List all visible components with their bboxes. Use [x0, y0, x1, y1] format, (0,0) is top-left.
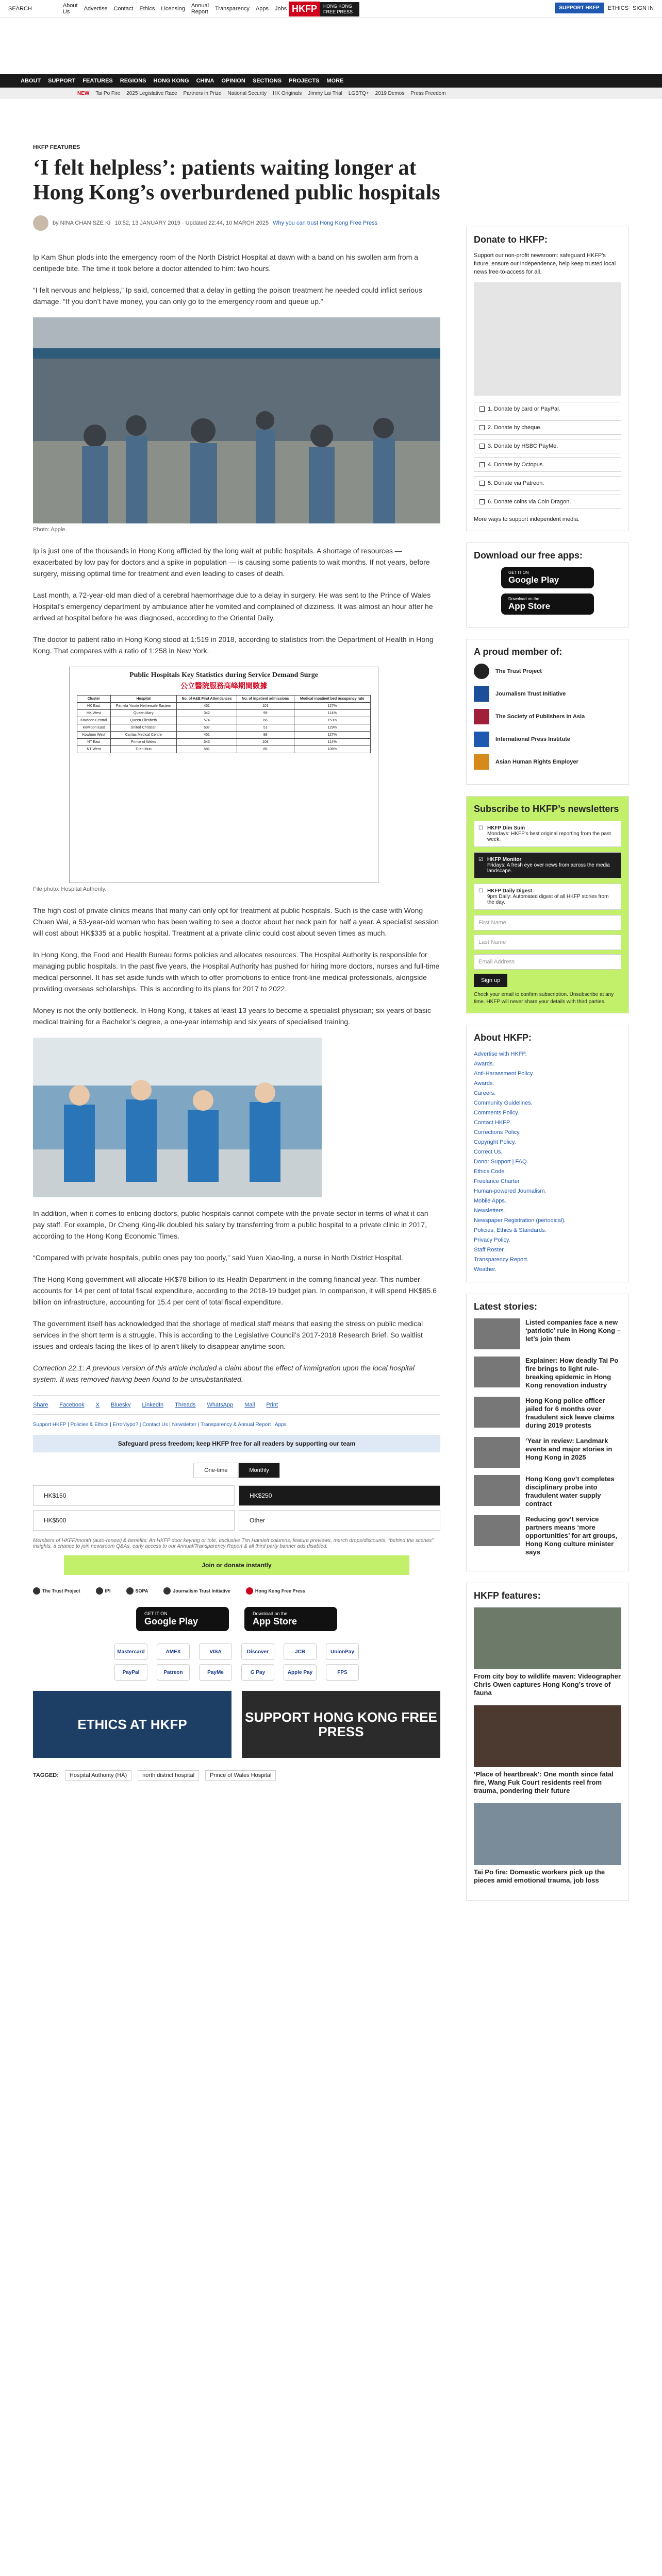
tags-label: TAGGED:: [33, 1772, 59, 1778]
patreon-icon: Patreon: [157, 1664, 190, 1681]
features-box: [466, 1583, 629, 1901]
trust-project-icon: [474, 664, 489, 679]
table-cell: Kowloon Central: [77, 717, 111, 724]
share-whatsapp[interactable]: WhatsApp: [207, 1402, 234, 1408]
donate-box: [466, 227, 629, 531]
nav-item[interactable]: FEATURES: [82, 78, 113, 84]
paragraph: In addition, when it comes to enticing doctors, public hospitals cannot compete with the private sector in terms of what it can pay staff. For example, Dr Cheng King-lik doubled his salary by transferring from a public hospital to a private clinic in 2017, according to the Hong Kong Economic Times.: [33, 1209, 428, 1240]
latest-title: Latest stories:: [474, 1301, 538, 1312]
table-cell: NT East: [77, 739, 111, 746]
about-link[interactable]: Correct Us.: [474, 1149, 503, 1155]
paypal-icon: PayPal: [114, 1664, 147, 1681]
visa-icon: VISA: [199, 1643, 232, 1660]
story-thumbnail[interactable]: [474, 1437, 520, 1468]
about-link[interactable]: Mobile Apps.: [474, 1198, 506, 1204]
statistics-table-image: [69, 667, 378, 883]
promo-banners: [33, 1691, 440, 1758]
tags: [33, 1770, 440, 1781]
support-banner[interactable]: Safeguard press freedom; keep HKFP free for all readers by supporting our team: [33, 1435, 440, 1452]
patreon-icon: [479, 481, 485, 486]
feature-title[interactable]: From city boy to wildlife maven: Videographer Chris Owen captures Hong Kong’s trove of fauna: [474, 1672, 621, 1697]
feature-image[interactable]: [474, 1803, 621, 1865]
new-badge: NEW: [77, 90, 90, 96]
story-title[interactable]: ‘Year in review: Landmark events and major stories in Hong Kong in 2025: [525, 1437, 613, 1461]
top-link[interactable]: Ethics: [139, 5, 155, 12]
ethics-link[interactable]: ETHICS: [607, 5, 629, 11]
table-title: Public Hospitals Key Statistics during Service Demand Surge: [129, 671, 318, 679]
payme-icon: PayMe: [199, 1664, 232, 1681]
top-bar: [0, 0, 662, 18]
nav-item[interactable]: OPINION: [221, 78, 245, 84]
about-link[interactable]: Transparency Report.: [474, 1257, 528, 1263]
payme-icon: [479, 444, 485, 449]
top-link[interactable]: About Us: [62, 2, 78, 15]
trending-item[interactable]: HK Originals: [273, 90, 302, 96]
story-thumbnail[interactable]: [474, 1475, 520, 1506]
member-org[interactable]: The Society of Publishers in Asia: [474, 709, 621, 724]
about-link[interactable]: Privacy Policy.: [474, 1237, 510, 1243]
logo-mark: HKFP: [289, 2, 320, 16]
table-cell: NT West: [77, 746, 111, 753]
about-link[interactable]: Contact HKFP.: [474, 1120, 511, 1126]
top-right: [555, 3, 654, 13]
table-header: Cluster: [77, 696, 111, 703]
share-facebook[interactable]: Facebook: [59, 1402, 85, 1408]
share-linkedin[interactable]: LinkedIn: [142, 1402, 164, 1408]
member-org[interactable]: Asian Human Rights Employer: [474, 754, 621, 770]
trending-item[interactable]: Tai Po Fire: [95, 90, 121, 96]
feature-image[interactable]: [474, 1705, 621, 1767]
google-play-button[interactable]: GET IT ON Google Play: [136, 1607, 229, 1631]
share-threads[interactable]: Threads: [175, 1402, 196, 1408]
author-name[interactable]: by NINA CHAN SZE KI: [53, 220, 111, 226]
payment-methods-2: [33, 1664, 440, 1681]
member-logo: Hong Kong Free Press: [246, 1587, 305, 1595]
about-link[interactable]: Corrections Policy.: [474, 1129, 521, 1136]
trending-item[interactable]: National Security: [227, 90, 267, 96]
table-cell: 88: [237, 746, 294, 753]
trust-project-icon: [33, 1587, 40, 1595]
membership-perks: Members of HKFP/month (auto-renew) & benefits: An HKFP door keyring or tote, exclusive Tim Hamlett columns, feature previews, merch drops/discounts, “behind the scenes” insights, a chance to join newsroom Q&As, early access to our Annual/Transparency Report & all third party banner ads disabled.: [33, 1538, 434, 1549]
payment-methods: [33, 1643, 440, 1660]
story-thumbnail[interactable]: [474, 1397, 520, 1428]
table-cell: Kowloon West: [77, 732, 111, 739]
waiting-crowd-illustration: [33, 317, 440, 523]
article: [33, 144, 440, 1781]
feature-title[interactable]: Tai Po fire: Domestic workers pick up the pieces amid emotional trauma, job loss: [474, 1868, 605, 1884]
donate-option[interactable]: 2. Donate by cheque.: [474, 420, 621, 435]
table-header: No. of A&E First Attendances: [177, 696, 237, 703]
trending-item[interactable]: Partners in Prize: [183, 90, 222, 96]
tag[interactable]: north district hospital: [138, 1770, 199, 1781]
share-x[interactable]: X: [95, 1402, 100, 1408]
member-logos: [33, 1587, 440, 1595]
nav-item[interactable]: SUPPORT: [48, 78, 76, 84]
donate-option[interactable]: 4. Donate by Octopus.: [474, 457, 621, 472]
latest-story[interactable]: [474, 1397, 621, 1430]
table-cell: HK West: [77, 710, 111, 717]
table-cell: 114%: [294, 710, 370, 717]
table-cell: 127%: [294, 703, 370, 710]
story-thumbnail[interactable]: [474, 1318, 520, 1349]
sopa-icon: [474, 709, 489, 724]
about-link[interactable]: Advertise with HKFP.: [474, 1051, 527, 1057]
table-header: No. of inpatient admissions: [237, 696, 294, 703]
nav-item[interactable]: HONG KONG: [153, 78, 189, 84]
story-title[interactable]: Explainer: How deadly Tai Po fire brings to light rule-breaking epidemic in Hong Kong renovation industry: [525, 1357, 619, 1389]
google-play-button[interactable]: GET IT ON Google Play: [501, 567, 594, 588]
amount-option[interactable]: HK$500: [33, 1510, 235, 1531]
tag[interactable]: Prince of Wales Hospital: [205, 1770, 276, 1781]
footer-links[interactable]: Support HKFP | Policies & Ethics | Error/typo? | Contact Us | Newsletter | Transparency & Annual Report | Apps: [33, 1422, 287, 1428]
jti-icon: [474, 686, 489, 702]
sidebar: [466, 227, 629, 1912]
about-box: [466, 1025, 629, 1282]
member-logo: IPI: [96, 1587, 111, 1595]
sign-in-link[interactable]: SIGN IN: [633, 5, 654, 11]
nav-item[interactable]: CHINA: [196, 78, 214, 84]
byline: [33, 215, 440, 231]
donate-more-link[interactable]: More ways to support independent media.: [474, 516, 580, 522]
latest-story[interactable]: [474, 1318, 621, 1349]
about-list: [474, 1049, 621, 1275]
top-link[interactable]: Contact: [113, 5, 134, 12]
ipi-icon: [96, 1587, 103, 1595]
about-link[interactable]: Newspaper Registration (periodical).: [474, 1217, 566, 1224]
discover-icon: Discover: [241, 1643, 274, 1660]
article-title: ‘I felt helpless’: patients waiting longer at Hong Kong’s overburdened public hospitals: [33, 156, 440, 205]
about-link[interactable]: Ethics Code.: [474, 1168, 506, 1175]
paragraph: “I felt nervous and helpless,” Ip said, concerned that a delay in getting the poison treatment he needed could inflict serious damage. “If you don’t have money, you can only go to the emergency room and queue up.”: [33, 286, 422, 306]
ahre-icon: [474, 754, 489, 770]
email-input[interactable]: Email Address: [474, 954, 621, 970]
story-title[interactable]: Reducing gov’t service partners means ‘more opportunities’ for art groups, Hong Kong culture minister says: [525, 1515, 618, 1556]
newsletter-option-selected[interactable]: ☑ HKFP Monitor Fridays: A fresh eye over news from across the media landscape.: [474, 852, 621, 878]
trending-item[interactable]: Press Freedom: [410, 90, 446, 96]
table-cell: HK East: [77, 703, 111, 710]
table-header-row: [77, 696, 371, 703]
paragraph: Ip is just one of the thousands in Hong Kong afflicted by the long wait at public hospitals. A shortage of resources — exacerbated by low pay for doctors and a spike in population — is causing some patients to wait months. If not years, before surgery, missing optimal time for treatment and even leading to cases of death.: [33, 547, 430, 578]
table-row: [77, 739, 371, 746]
share-bar: [33, 1395, 440, 1415]
donate-text[interactable]: Support our non-profit newsroom: safeguard HKFP's future, ensure our independence, help keep trusted local news free-to-access for all.: [474, 252, 616, 275]
about-link[interactable]: Awards.: [474, 1061, 494, 1067]
share-label[interactable]: Share: [33, 1402, 48, 1408]
paragraph: The government itself has acknowledged that the shortage of medical staff means that easing the stress on public medical services in the short term is a struggle. This is according to the Legislative Council’s 2017-2018 Research Brief. So waitlist issues and ordeals facing the likes of Ip aren’t likely to disappear anytime soon.: [33, 1319, 423, 1350]
correction-note: Correction 22.1: A previous version of this article included a claim about the effect of immigration upon the local hospital system. It was removed having been found to be unsubstantiated.: [33, 1364, 415, 1383]
table-cell: 127%: [294, 732, 370, 739]
doctors-photo: [33, 1038, 322, 1197]
table-title-zh: 公立醫院服務高峰期間數據: [180, 683, 267, 690]
table-cell: Queen Mary: [110, 710, 176, 717]
support-button[interactable]: SUPPORT HKFP: [555, 3, 603, 13]
trending-item[interactable]: LGBTQ+: [348, 90, 369, 96]
support-promo[interactable]: SUPPORT HONG KONG FREE PRESS: [242, 1691, 440, 1758]
photo-caption: Photo: Apple.: [33, 527, 67, 533]
top-link[interactable]: Jobs: [275, 5, 287, 12]
gpay-icon: G Pay: [241, 1664, 274, 1681]
mastercard-icon: Mastercard: [114, 1643, 147, 1660]
table-cell: 581: [177, 746, 237, 753]
table-cell: 108%: [294, 746, 370, 753]
table-header: Medical inpatient bed occupancy rate: [294, 696, 370, 703]
table-row: [77, 717, 371, 724]
logo-text: HONG KONG FREE PRESS: [320, 2, 359, 16]
hkfp-icon: [246, 1587, 253, 1595]
table-cell: United Christian: [110, 724, 176, 732]
latest-story[interactable]: [474, 1515, 621, 1556]
about-link[interactable]: Awards.: [474, 1080, 494, 1087]
site-logo[interactable]: [289, 2, 359, 16]
trending-item[interactable]: 2025 Legislative Race: [126, 90, 177, 96]
fps-icon: FPS: [326, 1664, 359, 1681]
tag[interactable]: Hospital Authority (HA): [65, 1770, 131, 1781]
app-store-button[interactable]: Download on the App Store: [244, 1607, 337, 1631]
stats-table: [77, 695, 371, 753]
donation-amounts: [33, 1485, 440, 1531]
cheque-icon: [479, 425, 485, 430]
top-link[interactable]: Licensing: [161, 5, 185, 12]
jti-icon: [163, 1587, 171, 1595]
nav-item[interactable]: SECTIONS: [252, 78, 282, 84]
article-kicker[interactable]: HKFP FEATURES: [33, 144, 80, 150]
features-title: HKFP features:: [474, 1590, 541, 1601]
story-title[interactable]: Hong Kong gov’t completes disciplinary probe into fraudulent water supply contract: [525, 1475, 615, 1507]
table-row: [77, 710, 371, 717]
table-cell: 88: [237, 732, 294, 739]
member-logo: Journalism Trust Initiative: [163, 1587, 230, 1595]
card-icon: [479, 406, 485, 412]
table-cell: 51: [237, 724, 294, 732]
table-cell: Kowloon East: [77, 724, 111, 732]
unionpay-icon: UnionPay: [326, 1643, 359, 1660]
applepay-icon: Apple Pay: [284, 1664, 317, 1681]
about-link[interactable]: Freelance Charter.: [474, 1178, 521, 1184]
feature-image[interactable]: [474, 1607, 621, 1669]
sopa-icon: [126, 1587, 134, 1595]
table-row: [77, 732, 371, 739]
coin-icon: [479, 499, 485, 504]
medical-staff-illustration: [33, 1038, 322, 1197]
one-time-toggle[interactable]: One-time: [193, 1463, 238, 1478]
about-link[interactable]: Newsletters.: [474, 1208, 505, 1214]
table-cell: Pamela Youde Nethersole Eastern: [110, 703, 176, 710]
newsletter-option[interactable]: ☐ HKFP Dim Sum Mondays: HKFP's best original reporting from the past week.: [474, 821, 621, 847]
table-cell: 451: [177, 703, 237, 710]
newsletter-option[interactable]: ☐ HKFP Daily Digest 9pm Daily: Automated digest of all HKFP stories from the day.: [474, 884, 621, 910]
about-link[interactable]: Anti-Harassment Policy.: [474, 1071, 534, 1077]
proud-title: A proud member of:: [474, 647, 562, 657]
table-cell: Caritas Medical Centre: [110, 732, 176, 739]
top-link[interactable]: Apps: [255, 5, 269, 12]
nav-item[interactable]: MORE: [326, 78, 344, 84]
member-logo: SOPA: [126, 1587, 148, 1595]
first-name-input[interactable]: First Name: [474, 915, 621, 930]
amount-other[interactable]: Other: [239, 1510, 440, 1531]
author-avatar: [33, 215, 48, 231]
about-link[interactable]: Community Guidelines.: [474, 1100, 533, 1106]
story-title[interactable]: Listed companies face a new ‘patriotic’ rule in Hong Kong – let’s join them: [525, 1318, 621, 1343]
trending-bar: [0, 88, 662, 99]
join-button[interactable]: Join or donate instantly: [64, 1555, 409, 1575]
about-title: About HKFP:: [474, 1032, 532, 1043]
top-link[interactable]: Transparency: [215, 5, 250, 12]
member-org[interactable]: The Trust Project: [474, 664, 621, 679]
amount-option[interactable]: HK$150: [33, 1485, 235, 1506]
latest-story[interactable]: [474, 1357, 621, 1389]
top-link[interactable]: Advertise: [84, 5, 108, 12]
donate-option[interactable]: 6. Donate coins via Coin Dragon.: [474, 495, 621, 509]
app-store-buttons: [33, 1607, 440, 1631]
paragraph: The high cost of private clinics means that many can only opt for treatment at public hospitals. Such is the case with Wong Chuen Wai, a 53-year-old woman who has been waiting to see a doctor about her neck pain for half a year. A specialist session will cost about HK$335 at a public hospital. Treatment at a private clinic could cost about seven times as much.: [33, 906, 439, 937]
about-link[interactable]: Careers.: [474, 1090, 496, 1096]
story-thumbnail[interactable]: [474, 1515, 520, 1546]
table-cell: 108: [237, 739, 294, 746]
about-link[interactable]: Staff Roster.: [474, 1247, 505, 1253]
latest-story[interactable]: [474, 1475, 621, 1508]
proud-member-box: [466, 639, 629, 785]
latest-box: [466, 1294, 629, 1571]
about-link[interactable]: Weather.: [474, 1266, 496, 1273]
nav-item[interactable]: ABOUT: [21, 78, 41, 84]
donation-frequency: [33, 1463, 440, 1478]
nav-item[interactable]: REGIONS: [120, 78, 146, 84]
trust-link[interactable]: Why you can trust Hong Kong Free Press: [273, 220, 378, 226]
signup-button[interactable]: Sign up: [474, 974, 507, 987]
share-print[interactable]: Print: [266, 1402, 278, 1408]
donate-option[interactable]: 1. Donate by card or PayPal.: [474, 402, 621, 416]
article-dates: 10:52, 13 JANUARY 2019 · Updated 22:44, 10 MARCH 2025: [114, 220, 269, 226]
newsletter-note: Check your email to confirm subscription. Unsubscribe at any time. HKFP will never share your details with third parties.: [474, 992, 614, 1005]
table-cell: 129%: [294, 724, 370, 732]
table-cell: 451: [177, 732, 237, 739]
paragraph: Money is not the only bottleneck. In Hong Kong, it takes at least 13 years to become a specialist physician; six years of basic medical training for a Bachelor’s degree, a one-year internship and six years of specialised training.: [33, 1006, 431, 1026]
about-link[interactable]: Copyright Policy.: [474, 1139, 516, 1145]
member-org[interactable]: Journalism Trust Initiative: [474, 686, 621, 702]
table-cell: 101: [237, 703, 294, 710]
search-button[interactable]: SEARCH: [8, 5, 32, 12]
paragraph: In Hong Kong, the Food and Health Bureau forms policies and allocates resources. The Hospital Authority is responsible for managing public hospitals. In the past five years, the Hospital Authority has pushed for hiring more doctors, nurses and full-time medical personnel. It has set aside funds with which to offer promotions to entice front-line medical professionals, alongside providing overseas scholarships. This is according to its plans for 2017 to 2022.: [33, 951, 440, 993]
last-name-input[interactable]: Last Name: [474, 935, 621, 950]
paragraph: Ip Kam Shun plods into the emergency room of the North District Hospital at dawn with a band on his swollen arm from a centipede bite. The time it took before a doctor attended to him: two hours.: [33, 253, 419, 273]
trending-item[interactable]: 2019 Demos: [375, 90, 405, 96]
table-header: Hospital: [110, 696, 176, 703]
table-cell: 574: [177, 717, 237, 724]
newsletter-box: [466, 796, 629, 1013]
table-cell: Queen Elizabeth: [110, 717, 176, 724]
jcb-icon: JCB: [284, 1643, 317, 1660]
paragraph: The doctor to patient ratio in Hong Kong stood at 1:519 in 2018, according to statistics from the Department of Health in Hong Kong. That compares with a ratio of 1:258 in New York.: [33, 635, 434, 655]
about-link[interactable]: Human-powered Journalism.: [474, 1188, 547, 1194]
table-cell: Prince of Wales: [110, 739, 176, 746]
ethics-promo[interactable]: ETHICS AT HKFP: [33, 1691, 231, 1758]
share-bluesky[interactable]: Bluesky: [111, 1402, 131, 1408]
apps-box: [466, 543, 629, 628]
table-cell: Tuen Mun: [110, 746, 176, 753]
table-row: [77, 724, 371, 732]
latest-story[interactable]: [474, 1437, 621, 1468]
donate-image: [474, 282, 621, 396]
trending-item[interactable]: Jimmy Lai Trial: [308, 90, 342, 96]
paragraph: The Hong Kong government will allocate HK$78 billion to its Health Department in the coming financial year. This number accounts for 14 per cent of total fiscal expenditure, according to the 2018-19 budget plan. In comparison, it will spend HK$85.6 billion on infrastructure, accounting for 15.4 per cent of total fiscal expenditure.: [33, 1275, 437, 1306]
table-row: [77, 703, 371, 710]
table-row: [77, 746, 371, 753]
monthly-toggle[interactable]: Monthly: [238, 1463, 280, 1478]
story-title[interactable]: Hong Kong police officer jailed for 6 months over fraudulent sick leave claims during 2019 protests: [525, 1397, 615, 1429]
emergency-room-photo: [33, 317, 440, 523]
member-logo: The Trust Project: [33, 1587, 80, 1595]
nav-item[interactable]: PROJECTS: [289, 78, 320, 84]
newsletter-title: Subscribe to HKFP’s newsletters: [474, 804, 619, 814]
table-cell: 153%: [294, 717, 370, 724]
octopus-icon: [479, 462, 485, 467]
table-cell: 537: [177, 724, 237, 732]
top-link[interactable]: Annual Report: [191, 2, 209, 15]
table-cell: 342: [177, 710, 237, 717]
donate-title: Donate to HKFP:: [474, 234, 548, 245]
donate-option[interactable]: 5. Donate via Patreon.: [474, 476, 621, 490]
table-caption: File photo: Hospital Authority.: [33, 886, 107, 892]
ipi-icon: [474, 732, 489, 747]
apps-title: Download our free apps:: [474, 550, 583, 561]
table-cell: 343: [177, 739, 237, 746]
paragraph: “Compared with private hospitals, public ones pay too poorly,” said Yuen Xiao-ling, a nurse in North District Hospital.: [33, 1253, 403, 1262]
app-store-button[interactable]: Download on the App Store: [501, 594, 594, 615]
share-mail[interactable]: Mail: [244, 1402, 255, 1408]
top-links: [8, 2, 287, 15]
about-link[interactable]: Policies, Ethics & Standards.: [474, 1227, 547, 1233]
table-cell: 99: [237, 710, 294, 717]
feature-title[interactable]: ‘Place of heartbreak’: One month since fatal fire, Wang Fuk Court residents reel from trauma, pondering their future: [474, 1770, 614, 1794]
amex-icon: AMEX: [157, 1643, 190, 1660]
main-nav: [0, 74, 662, 88]
story-thumbnail[interactable]: [474, 1357, 520, 1387]
member-org[interactable]: International Press Institute: [474, 732, 621, 747]
paragraph: Last month, a 72-year-old man died of a cerebral haemorrhage due to a delay in surgery. He was sent to the Prince of Wales Hospital’s emergency department by ambulance after he vomited and complained of dizziness. It was almost an hour after he arrived at hospital before he was diagnosed, according to the Oriental Daily.: [33, 591, 433, 622]
about-link[interactable]: Donor Support | FAQ.: [474, 1159, 528, 1165]
about-link[interactable]: Comments Policy.: [474, 1110, 519, 1116]
donate-option[interactable]: 3. Donate by HSBC PayMe.: [474, 439, 621, 453]
table-cell: 66: [237, 717, 294, 724]
table-cell: 114%: [294, 739, 370, 746]
amount-option-selected[interactable]: HK$250: [239, 1485, 440, 1506]
